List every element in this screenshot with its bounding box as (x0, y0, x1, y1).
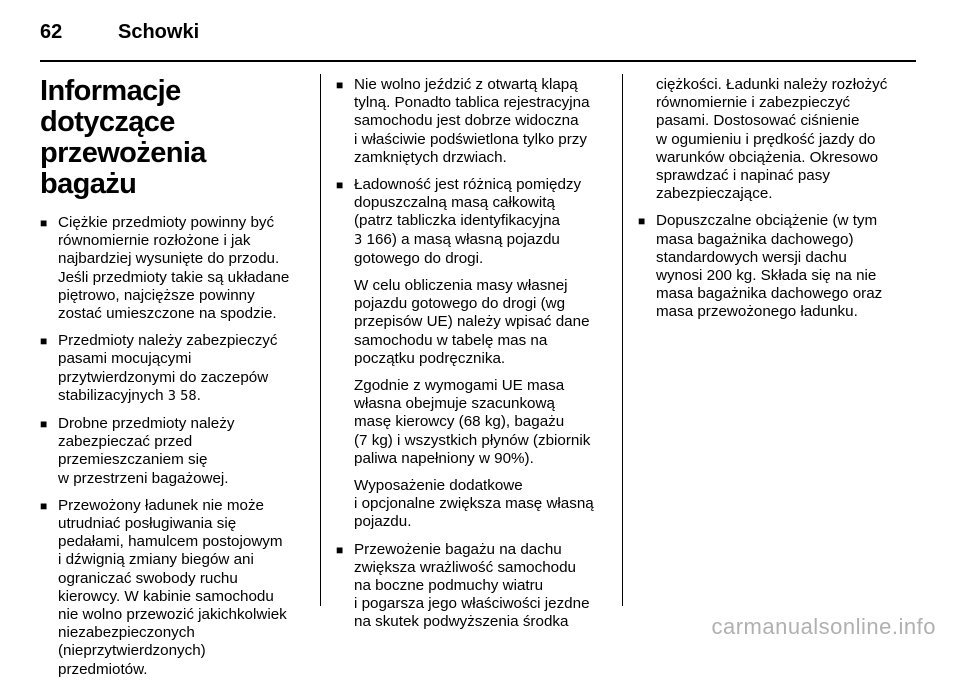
bullet-list (638, 212, 906, 321)
bullet-icon: ■ (40, 216, 48, 230)
page-header (40, 14, 199, 50)
bullet-icon: ■ (336, 78, 344, 92)
list-item: ■ Dopuszczalne obciążenie (w tym masa bagażnika dachowego) standardowych wersji dachu wynosi 200 kg. Składa się na nie masa bagażnika dachowego oraz masa przewożonego ładunku. (638, 212, 883, 321)
bullet-icon: ■ (336, 542, 344, 557)
column-2 (336, 76, 604, 641)
list-item: ■ Nie wolno jeździć z otwartą klapą tylną. Ponadto tablica rejestracyjna samochodu jest dobrze widoczna i właściwie podświetlona tylko przy zamkniętych drzwiach. (336, 76, 590, 166)
continued-paragraph: ciężkości. Ładunki należy rozłożyć równomiernie i zabezpieczyć pasami. Dostosować ciśnienie w ogumieniu i prędkość jazdy do warunków obciążenia. Okresowo sprawdzać i napinać pasy zabezpieczające. (656, 76, 888, 203)
bullet-icon: ■ (40, 417, 48, 432)
column-divider (320, 74, 321, 606)
page-reference-link[interactable]: 3 58. (167, 388, 201, 404)
article-title: Informacje dotyczące przewożenia bagażu (40, 75, 206, 200)
bullet-list (40, 214, 302, 679)
watermark: carmanualsonline.info (711, 614, 936, 639)
column-1 (40, 76, 302, 688)
arrow-reference-icon: 3 (167, 388, 177, 404)
bullet-list (336, 76, 604, 632)
section-title: Schowki (118, 20, 200, 43)
bullet-icon: ■ (40, 334, 48, 349)
list-item: ■ Ciężkie przedmioty powinny być równomiernie rozłożone i jak najbardziej wysunięte do przodu. Jeśli przedmioty takie są układane piętrowo, najcięższe powinny zostać umieszczone na spodzie. (40, 214, 290, 323)
list-item: ■ Przewożenie bagażu na dachu zwiększa wrażliwość samochodu na boczne podmuchy wiatru i pogarsza jego właściwości jezdne na skutek podwyższenia środka (336, 540, 590, 631)
list-item: ■ Przedmioty należy zabezpieczyć pasami mocującymi przytwierdzonymi do zaczepów stabilizacyjnych 3 58. (40, 332, 278, 404)
bullet-icon: ■ (40, 498, 48, 513)
bullet-icon: ■ (638, 214, 646, 229)
list-item: ■ Ładowność jest różnicą pomiędzy dopuszczalną masą całkowitą (patrz tabliczka identyfikacyjna 3 166) a masą własną pojazdu gotowego do drogi. W celu obliczenia masy własnej pojazdu gotowego do drogi (wg przepisów UE) należy wpisać dane samochodu w tabelę mas na początku podręcznika. Zgodnie z wymogami UE masa własna obejmuje szacunkową masę kierowcy (68 kg), bagażu (7 kg) i wszystkich płynów (zbiornik paliwa napełniony w 90%). Wyposażenie dodatkowe i opcjonalne zwiększa masę własną pojazdu. (336, 176, 594, 531)
page-number: 62 (40, 20, 63, 43)
list-item: ■ Drobne przedmioty należy zabezpieczać przed przemieszczaniem się w przestrzeni bagażowej. (40, 415, 235, 487)
list-item: ■ Przewożony ładunek nie może utrudniać posługiwania się pedałami, hamulcem postojowym i dźwignią zmiany biegów ani ograniczać swobody ruchu kierowcy. W kabinie samochodu nie wolno przewozić jakichkolwiek niezabezpieczonych (nieprzytwierdzonych) przedmiotów. (40, 496, 287, 678)
header-rule (40, 60, 916, 62)
bullet-icon: ■ (336, 178, 344, 193)
column-divider (622, 74, 623, 606)
arrow-reference-icon: 3 (354, 232, 363, 248)
column-3 (638, 76, 906, 331)
